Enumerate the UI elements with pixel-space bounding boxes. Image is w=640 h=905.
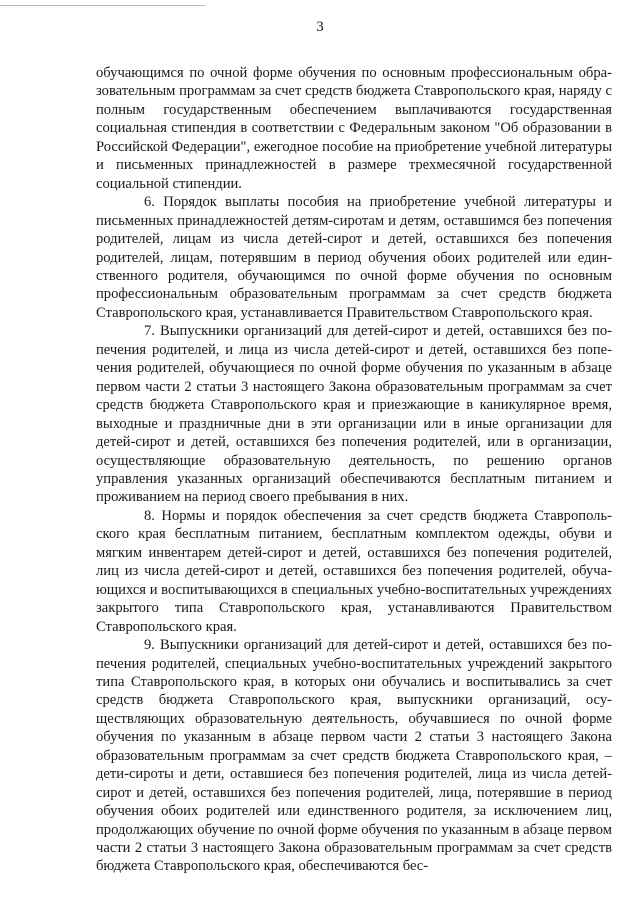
paragraph-7: 7. Выпускники организаций для детей-сирот и детей, оставшихся без попечения родителей, и лица из числа детей-сирот и детей, оставшихся без попечения родителей, обучающиеся по очной форме обучения по указанным в абзаце первом части 2 статьи 3 настоящего Закона образовательным программам за счет средств бюджета Ставропольского края и приезжающие в каникулярное время, выходные и праздничные дни в эти организации или в иные организации для детей-сирот и детей, оставшихся без попечения родителей, или в организации, осуществляющие образовательную деятельность, по решению органов управления указанных организаций обеспечиваются бесплатным питанием и проживанием на период своего пребывания в них. [96, 323, 612, 506]
paragraph-9: 9. Выпускники организаций для детей-сирот и детей, оставшихся без попечения родителей, специальных учебно-воспитательных учреждений закрытого типа Ставропольского края, в которых они обучались и воспитывались за счет средств бюджета Ставропольского края, выпускники организаций, осуществляющих образовательную деятельность, обучавшиеся по очной форме обучения по указанным в абзаце первом части 2 статьи 3 настоящего Закона образовательным программам за счет средств бюджета Ставропольского края, – дети-сироты и дети, оставшиеся без попечения родителей, лица из числа детей-сирот и детей, оставшихся без попечения родителей, лица, потерявшие в период обучения обоих родителей или единственного родителя, за исключением лиц, продолжающих обучение по очной форме обучения по указанным в абзаце первом части 2 статьи 3 настоящего Закона образовательным программам за счет средств бюджета Ставропольского края, обеспечиваются бес- [96, 637, 612, 875]
paragraph-6: 6. Порядок выплаты пособия на приобретение учебной литературы и письменных принадлежностей детям-сиротам и детям, оставшимся без попечения родителей, лицам из числа детей-сирот и детей, оставшихся без попечения родителей, лицам, потерявшим в период обучения обоих родителей или единственного родителя, обучающимся по очной форме обучения по основным профессиональным образовательным программам за счет средств бюджета Ставропольского края, устанавливается Правительством Ставропольского края. [96, 194, 612, 321]
document-body [96, 64, 612, 876]
scan-header-line-short [118, 5, 198, 6]
page-number: 3 [316, 19, 324, 35]
paragraph-continuation: обучающимся по очной форме обучения по основным профессиональным образовательным программам за счет средств бюджета Ставропольского края, наряду с полным государственным обеспечением выплачиваются государственная социальная стипендия в соответствии с Федеральным законом "Об образовании в Российской Федерации", ежегодное пособие на приобретение учебной литературы и письменных принадлежностей в размере трехмесячной государственной социальной стипендии. [96, 65, 612, 192]
paragraph-8: 8. Нормы и порядок обеспечения за счет средств бюджета Ставропольского края бесплатным питанием, бесплатным комплектом одежды, обуви и мягким инвентарем детей-сирот и детей, оставшихся без попечения родителей, лиц из числа детей-сирот и детей, оставшихся без попечения родителей, обучающихся и воспитывающихся в специальных учебно-воспитательных учреждениях закрытого типа Ставропольского края, устанавливаются Правительством Ставропольского края. [96, 507, 612, 635]
